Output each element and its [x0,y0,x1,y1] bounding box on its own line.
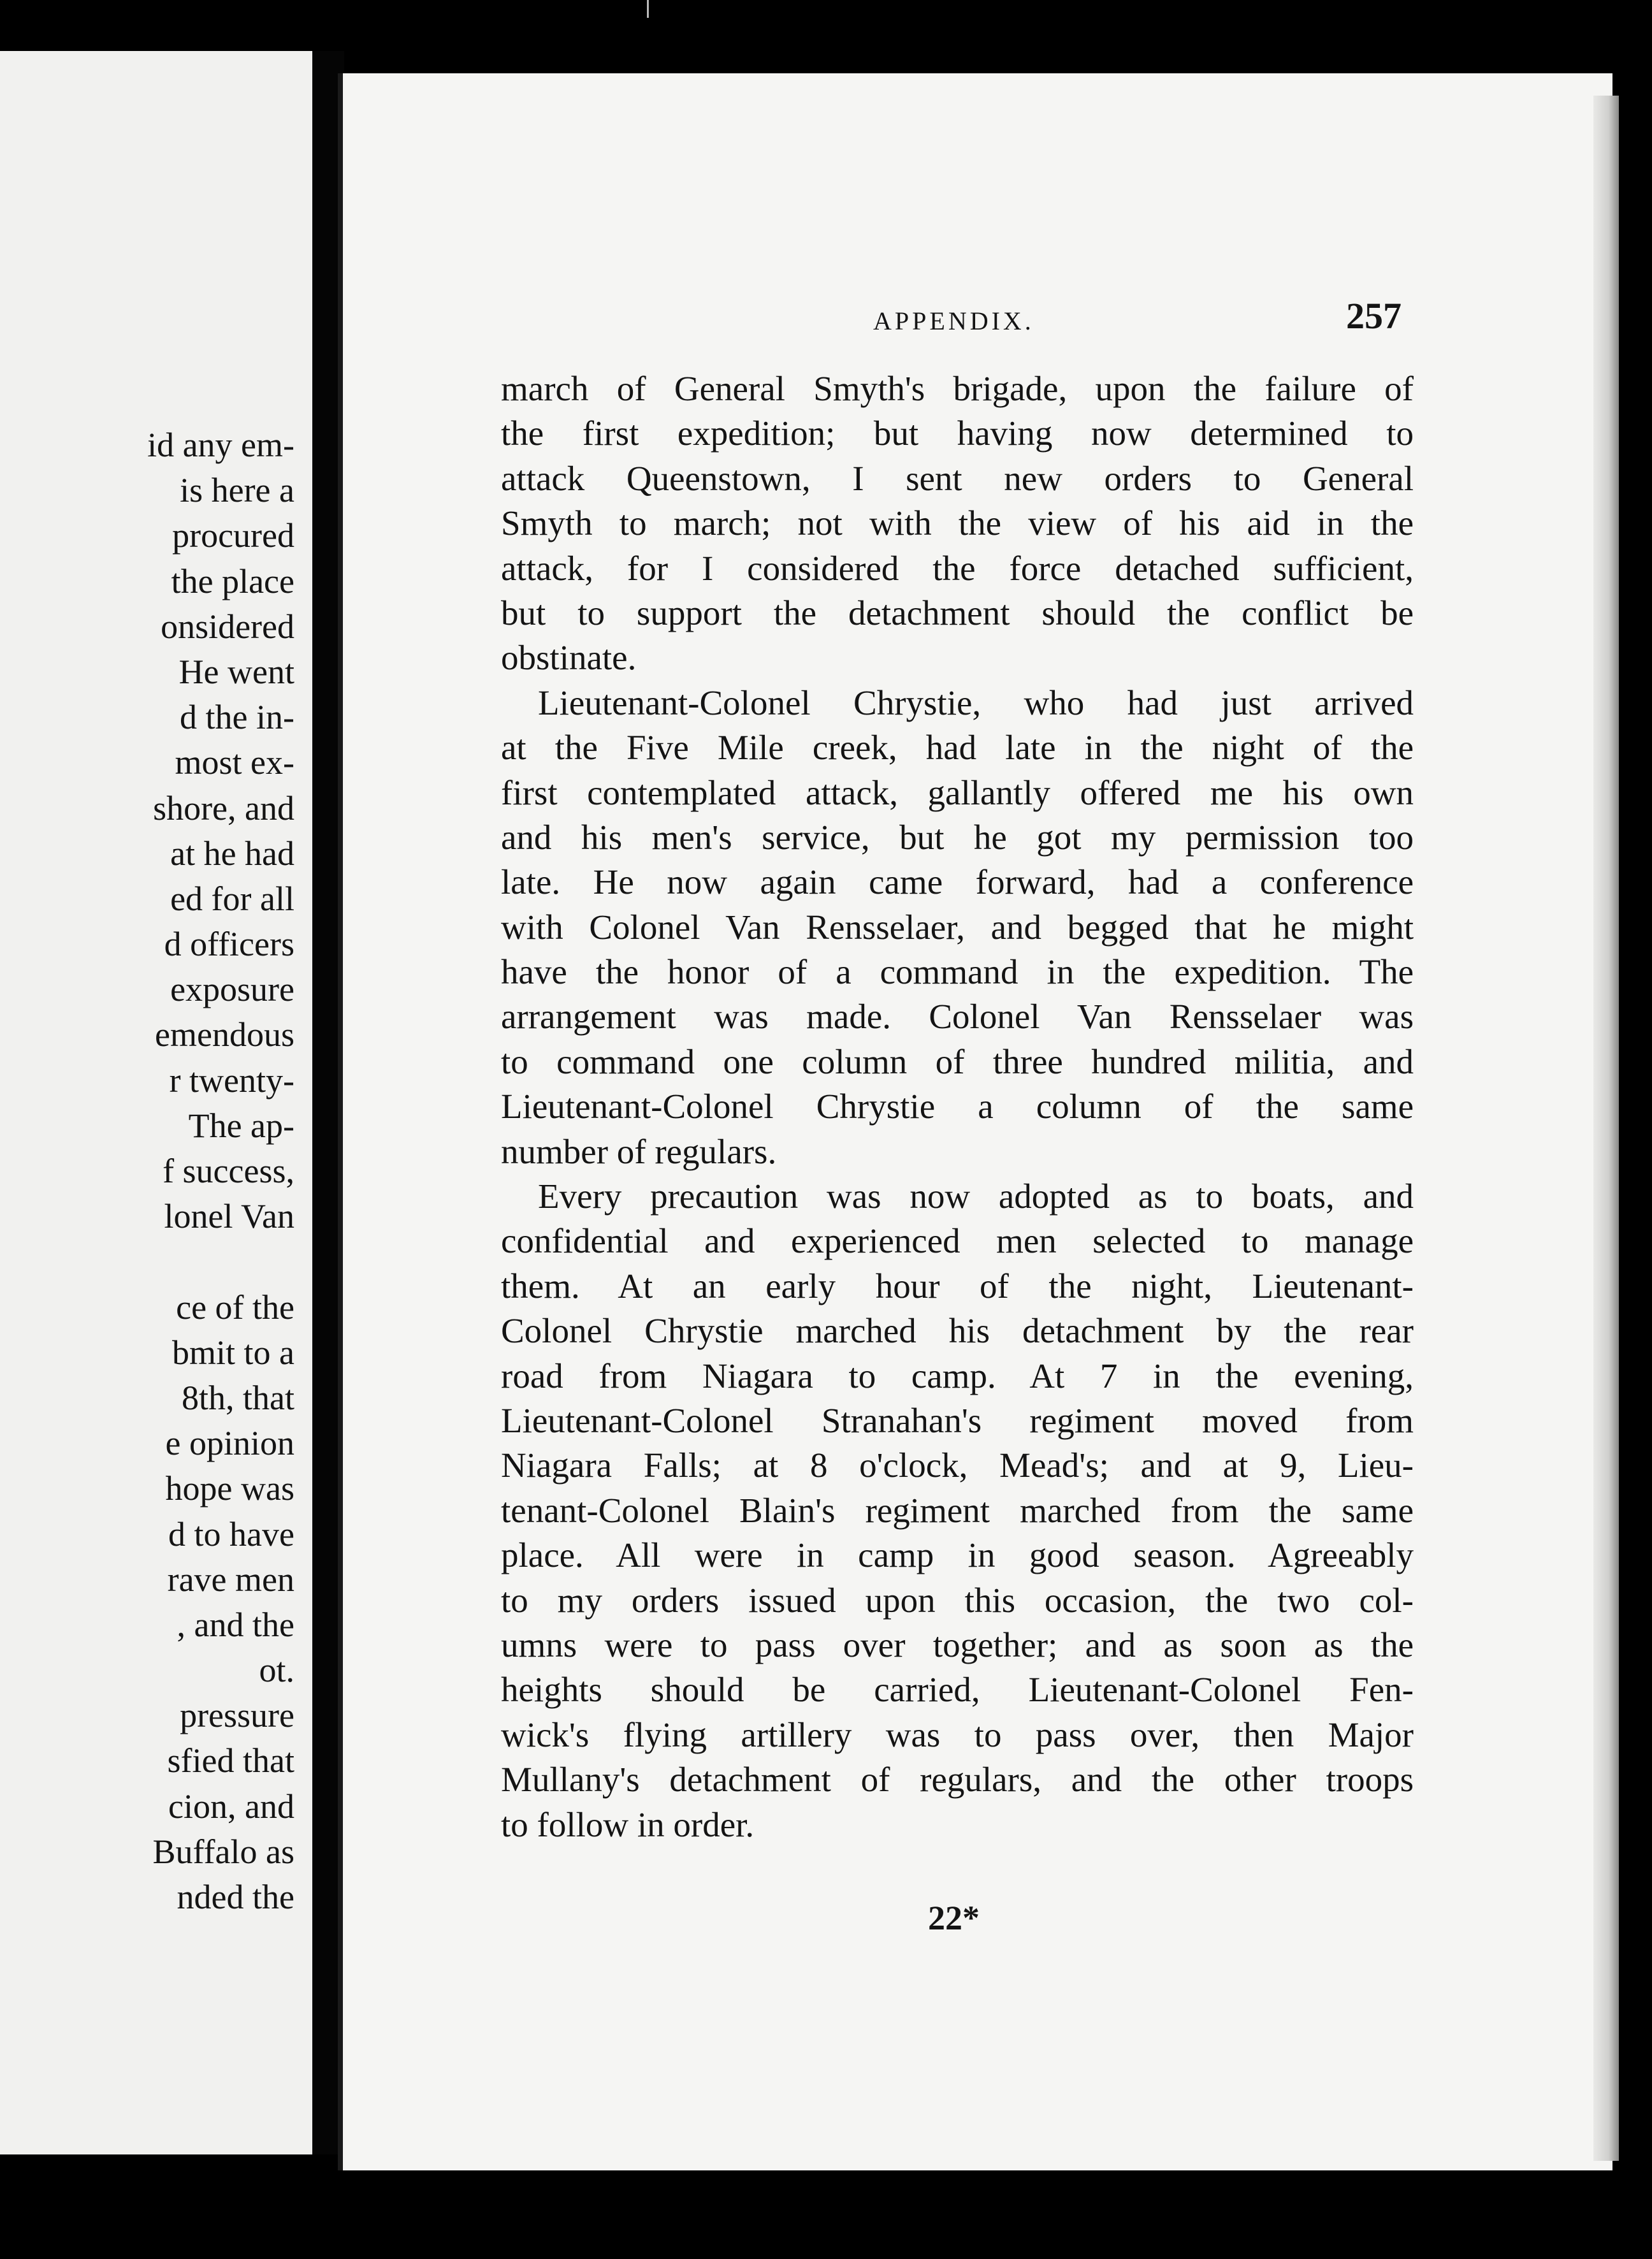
left-page-line: ot. [259,1651,294,1690]
text-line: them. At an early hour of the night, Lieutenant- [501,1266,1414,1305]
left-page-line: at he had [170,834,294,873]
left-page-line: nded the [177,1878,294,1916]
left-page-text [0,423,294,1920]
text-line: tenant-Colonel Blain's regiment marched from the same [501,1490,1414,1530]
text-line: have the honor of a command in the expedition. The [501,952,1414,992]
text-line: umns were to pass over together; and as soon as the [501,1625,1414,1664]
text-line: arrangement was made. Colonel Van Rensselaer was [501,997,1414,1036]
text-line: Every precaution was now adopted as to boats, and [538,1177,1414,1216]
page-number: 257 [1346,295,1402,337]
left-page-line: sfied that [167,1741,294,1780]
text-line: Smyth to march; not with the view of his aid in the [501,504,1414,543]
left-page-line: r twenty- [169,1061,294,1100]
left-page-line: The ap- [188,1106,294,1145]
left-page-line: pressure [180,1696,294,1735]
text-line: first contemplated attack, gallantly offered me his own [501,773,1414,812]
text-line: heights should be carried, Lieutenant-Colonel Fen- [501,1670,1414,1710]
text-line: to my orders issued upon this occasion, the two col- [501,1580,1414,1620]
left-page-line: d officers [164,925,294,964]
text-line: number of regulars. [501,1131,777,1171]
left-page-line: cion, and [168,1787,294,1826]
running-head: APPENDIX. [873,307,1034,335]
left-page-line: d to have [168,1514,294,1553]
text-line: Lieutenant-Colonel Chrystie a column of the same [501,1087,1414,1126]
text-line: late. He now again came forward, had a conference [501,862,1414,902]
text-line: wick's flying artillery was to pass over, then Major [501,1715,1414,1754]
text-line: Lieutenant-Colonel Chrystie, who had just arrived [538,683,1414,722]
left-page-line: , and the [177,1605,294,1644]
left-page-line: rave men [167,1560,294,1599]
left-page-line: f success, [163,1152,294,1190]
left-page-line [0,1239,294,1284]
left-page-line: the place [171,562,294,600]
paragraph [501,681,1414,1174]
left-page-line: d the in- [180,698,294,737]
left-page-line: is here a [180,471,294,510]
text-line: Niagara Falls; at 8 o'clock, Mead's; and at 9, Lieu- [501,1446,1414,1485]
left-page-line: Buffalo as [152,1832,294,1871]
text-line: march of General Smyth's brigade, upon the failure of [501,369,1414,408]
left-page [0,51,312,2154]
text-line: obstinate. [501,638,637,678]
left-page-line: emendous [155,1015,294,1054]
page-edge [1593,96,1619,2161]
paragraph [501,367,1414,681]
left-page-line: 8th, that [182,1378,294,1417]
text-line: attack, for I considered the force detached sufficient, [501,548,1414,588]
left-page-line: onsidered [161,607,294,646]
left-page-line: exposure [170,970,294,1009]
left-page-line: procured [172,516,294,555]
left-page-line: e opinion [165,1424,294,1463]
text-line: Mullany's detachment of regulars, and the other troops [501,1760,1414,1799]
text-line: road from Niagara to camp. At 7 in the evening, [501,1356,1414,1395]
text-line: Colonel Chrystie marched his detachment by the rear [501,1311,1414,1351]
text-line: with Colonel Van Rensselaer, and begged that he might [501,907,1414,947]
text-line: but to support the detachment should the conflict be [501,593,1414,632]
page-body [501,367,1414,1847]
text-line: the first expedition; but having now determined to [501,414,1414,453]
left-page-line: ce of the [176,1288,294,1326]
text-line: place. All were in camp in good season. Agreeably [501,1536,1414,1575]
left-page-line: lonel Van [164,1197,294,1236]
text-line: confidential and experienced men selected to manage [501,1221,1414,1261]
text-line: and his men's service, but he got my permission too [501,817,1414,857]
scan-artifact [647,0,649,18]
left-page-line: He went [178,652,294,691]
left-page-line: most ex- [175,743,294,782]
left-page-line: hope was [165,1469,294,1508]
left-page-line: shore, and [153,788,294,827]
text-line: at the Five Mile creek, had late in the night of the [501,728,1414,767]
signature-mark: 22* [928,1899,980,1937]
left-page-line: ed for all [170,879,294,918]
text-line: to follow in order. [501,1805,755,1844]
paragraph [501,1174,1414,1847]
text-line: to command one column of three hundred militia, and [501,1042,1414,1081]
left-page-line: bmit to a [172,1333,294,1372]
left-page-line: id any em- [147,426,294,464]
text-line: Lieutenant-Colonel Stranahan's regiment moved from [501,1400,1414,1440]
text-line: attack Queenstown, I sent new orders to General [501,458,1414,498]
